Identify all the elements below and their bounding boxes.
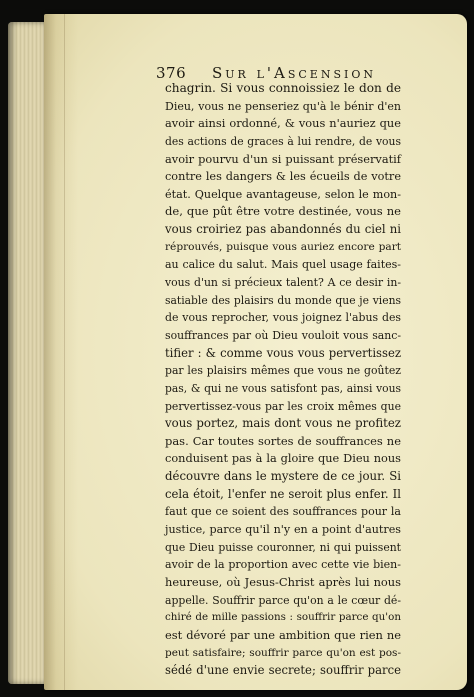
page-number: 376 <box>156 64 187 82</box>
text-line: peut satisfaire; souffrir parce qu'on est pos- <box>165 646 401 659</box>
text-line: sédé d'une envie secrete; souffrir parce <box>165 663 401 678</box>
text-line: avoir ainsi ordonné, & vous n'auriez que <box>165 116 401 131</box>
running-title: Sur l'Ascension <box>212 64 376 82</box>
text-line: faut que ce soient des souffrances pour la <box>165 505 401 519</box>
text-line: avoir de la proportion avec cette vie bien- <box>165 558 401 572</box>
text-line: découvre dans le mystere de ce jour. Si <box>165 469 401 484</box>
body-text <box>165 80 401 680</box>
text-line: Dieu, vous ne penseriez qu'à le bénir d'en <box>165 99 401 113</box>
text-line: que Dieu puisse couronner, ni qui puissent <box>165 540 401 554</box>
text-line: heureuse, où Jesus-Christ après lui nous <box>165 574 401 589</box>
text-line: pas, & qui ne vous satisfont pas, ainsi vous <box>165 381 401 395</box>
text-line: justice, parce qu'il n'y en a point d'autres <box>165 523 401 537</box>
text-line: appelle. Souffrir parce qu'on a le cœur dé- <box>165 593 401 607</box>
text-line: conduisent pas à la gloire que Dieu nous <box>165 451 401 466</box>
text-line: de vous reprocher, vous joignez l'abus des <box>165 311 401 325</box>
text-line: avoir pourvu d'un si puissant préservatif <box>165 151 401 166</box>
text-line: des actions de graces à lui rendre, de vous <box>165 134 401 148</box>
text-line: par les plaisirs mêmes que vous ne goûtez <box>165 364 401 378</box>
text-line: au calice du salut. Mais quel usage faites- <box>165 258 401 272</box>
page-gutter <box>44 14 65 690</box>
text-line: réprouvés, puisque vous auriez encore part <box>165 240 401 253</box>
text-line: pas. Car toutes sortes de souffrances ne <box>165 433 401 448</box>
text-line: souffrances par où Dieu vouloit vous sanc- <box>165 328 401 342</box>
text-line: vous portez, mais dont vous ne profitez <box>165 416 401 431</box>
text-line: est dévoré par une ambition que rien ne <box>165 627 401 642</box>
text-line: cela étoit, l'enfer ne seroit plus enfer. Il <box>165 486 401 501</box>
text-line: pervertissez-vous par les croix mêmes que <box>165 399 401 413</box>
text-line: de, que pût être votre destinée, vous ne <box>165 204 401 219</box>
text-line: chiré de mille passions : souffrir parce qu'on <box>165 611 401 624</box>
text-line: chagrin. Si vous connoissiez le don de <box>165 81 401 95</box>
text-line: tifier : & comme vous vous pervertissez <box>165 345 401 360</box>
text-line: vous croiriez pas abandonnés du ciel ni <box>165 222 401 237</box>
text-line: satiable des plaisirs du monde que je viens <box>165 293 401 307</box>
text-line: état. Quelque avantageuse, selon le mon- <box>165 187 401 201</box>
text-line: vous d'un si précieux talent? A ce desir in- <box>165 276 401 290</box>
text-line: contre les dangers & les écueils de votre <box>165 170 401 184</box>
